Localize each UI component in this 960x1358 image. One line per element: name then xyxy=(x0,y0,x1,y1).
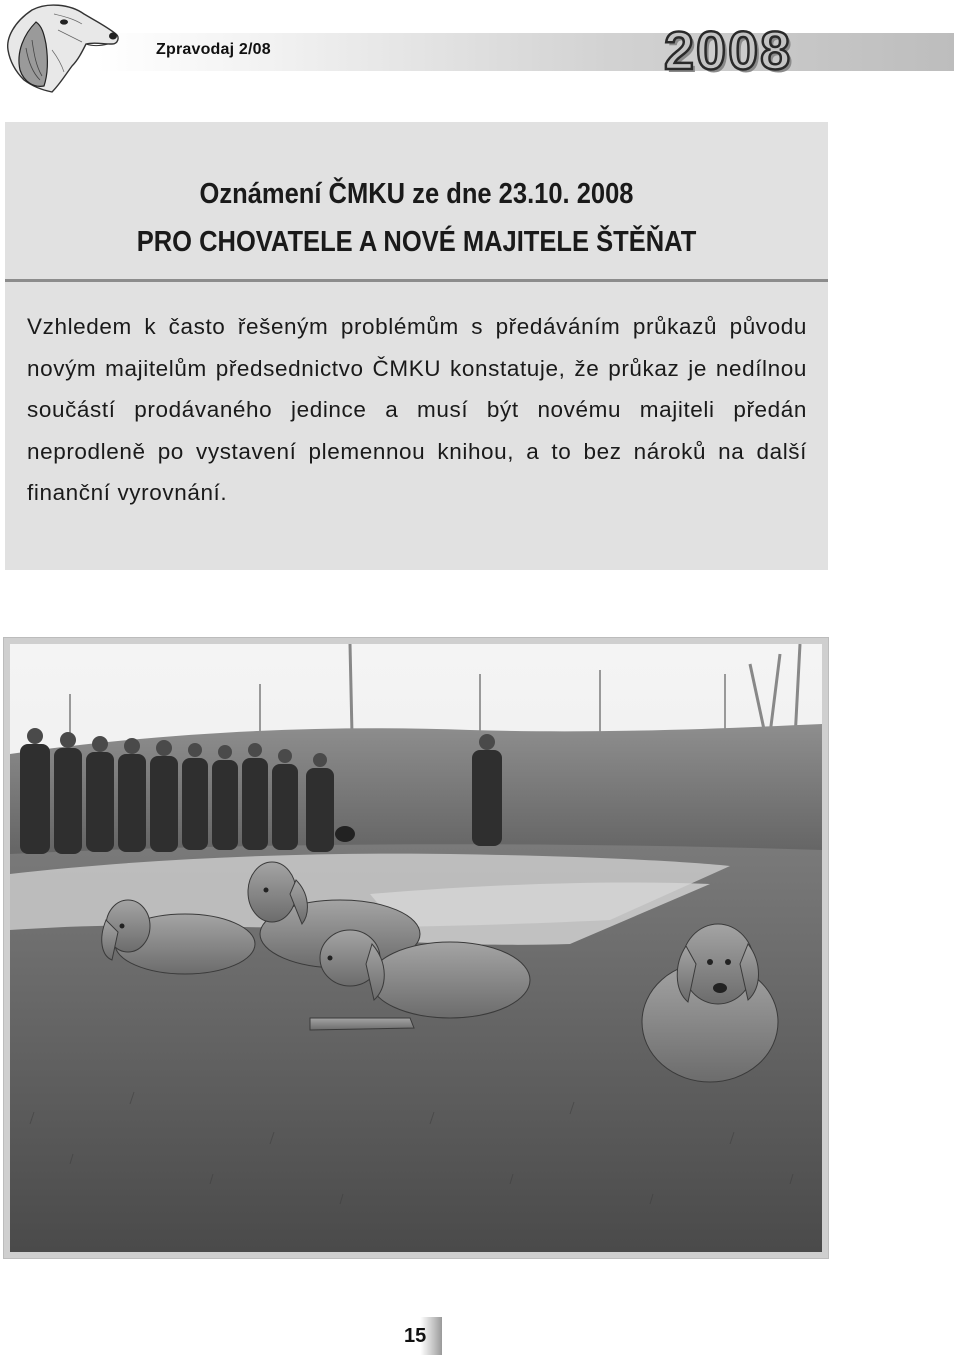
hunting-dogs-photo xyxy=(10,644,822,1252)
notice-title xyxy=(54,170,778,266)
newsletter-issue-label: Zpravodaj 2/08 xyxy=(156,41,271,58)
notice-title-line-1: Oznámení ČMKU ze dne 23.10. 2008 xyxy=(199,178,634,210)
year-badge: 2008 xyxy=(664,21,793,81)
photo-frame xyxy=(3,637,829,1259)
notice-title-line-2: PRO CHOVATELE A NOVÉ MAJITELE ŠTĚŇAT xyxy=(136,226,697,258)
page-number: 15 xyxy=(404,1325,427,1347)
notice-divider xyxy=(5,279,828,282)
notice-box xyxy=(5,122,828,570)
dog-head-logo-icon xyxy=(2,0,122,96)
notice-body-text: Vzhledem k často řešeným problémům s předáváním průkazů původu novým majitelům předsednictvo ČMKU konstatuje, že průkaz je nedílnou součástí prodávaného jedince a musí být novému majiteli předán neprodleně po vystavení plemennou knihou, a to bez nároků na další finanční vyrovnání. xyxy=(27,314,807,505)
